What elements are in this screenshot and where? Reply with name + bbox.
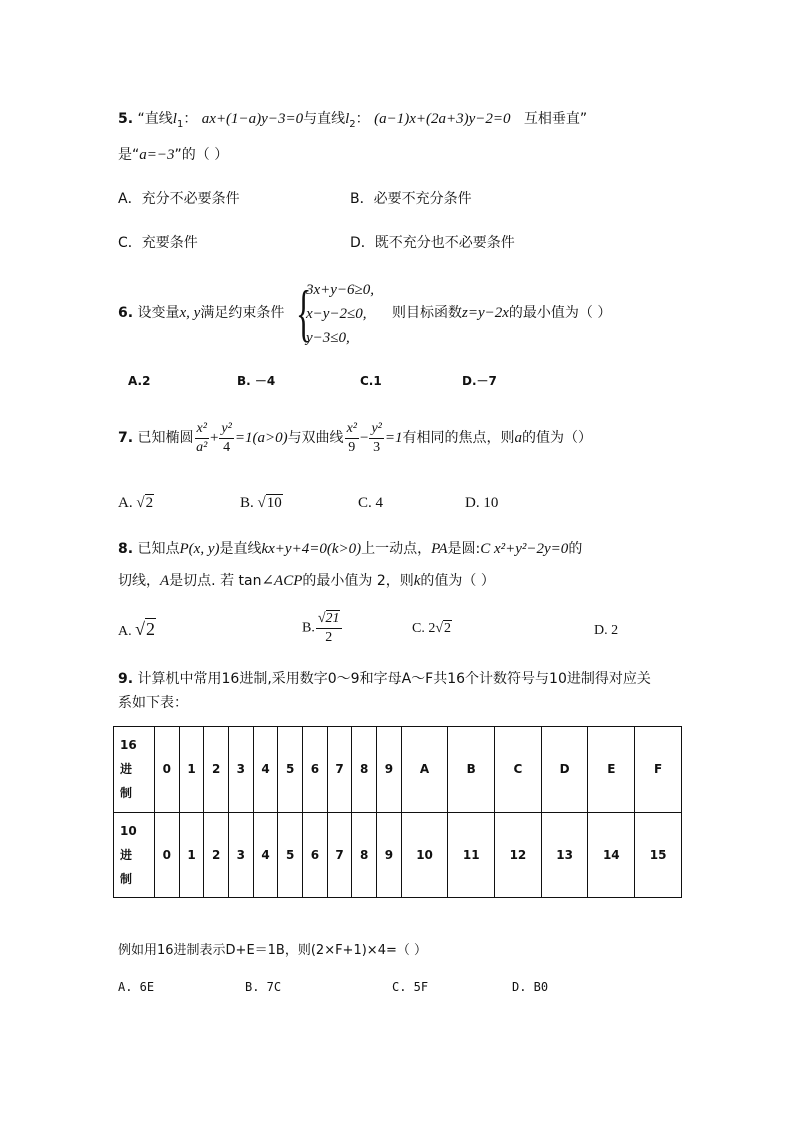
q7-var: a bbox=[514, 430, 522, 446]
q8-option-b-radicand: 21 bbox=[325, 611, 340, 626]
q5-l1: l bbox=[172, 111, 177, 127]
table-cell: 0 bbox=[155, 727, 180, 813]
q8-option-b-label: B. bbox=[302, 620, 315, 636]
row-head-hex-2: 进 bbox=[120, 762, 133, 777]
q7-h-num2: y² bbox=[369, 420, 383, 439]
q6-constraint-2: x−y−2≤0, bbox=[306, 306, 367, 322]
q6-number: 6. bbox=[118, 305, 134, 321]
q6-brace: { bbox=[296, 277, 312, 348]
q9-option-c: C. 5F bbox=[392, 980, 429, 994]
q8-stem5: 的 bbox=[568, 541, 583, 557]
q8-line-eq: kx+y+4=0(k>0) bbox=[261, 541, 362, 557]
q5-line1 bbox=[118, 108, 587, 136]
table-cell: 2 bbox=[204, 727, 229, 813]
q7-hyper-frac1 bbox=[345, 420, 359, 457]
row-head-hex-3: 制 bbox=[120, 786, 133, 801]
q7-mid: 与双曲线 bbox=[287, 430, 344, 446]
table-cell: 1 bbox=[179, 727, 204, 813]
q8-option-c-label: C. 2 bbox=[412, 621, 436, 636]
q7-option-c: C. 4 bbox=[358, 495, 384, 511]
q8-k: k bbox=[413, 573, 421, 589]
q6-line bbox=[118, 302, 284, 324]
q7-option-a-label: A. bbox=[118, 495, 133, 511]
q5-tail: 互相垂直” bbox=[523, 111, 588, 127]
table-cell: A bbox=[401, 727, 448, 813]
q9-option-b: B. 7C bbox=[245, 980, 282, 994]
q5-line2-start: 是“ bbox=[118, 147, 140, 163]
q8-stem4: 是圆: bbox=[447, 541, 481, 557]
table-row-hex bbox=[114, 727, 682, 813]
q5-line2-tail: ”的（ ） bbox=[174, 147, 229, 163]
table-cell: 9 bbox=[377, 812, 402, 898]
q6-stem: 设变量 bbox=[137, 305, 180, 321]
q9-example: 例如用16进制表示D+E＝1B，则(2×F+1)×4=（ ） bbox=[118, 943, 427, 958]
q5-mid: 与直线 bbox=[303, 111, 346, 127]
q8-line2 bbox=[118, 570, 495, 592]
q7-h-den1: 9 bbox=[348, 439, 356, 455]
q8-option-b-den: 2 bbox=[325, 630, 333, 645]
q8-angle: ∠ACP bbox=[261, 573, 303, 589]
row-head-dec-2: 进 bbox=[120, 847, 133, 862]
table-cell: 15 bbox=[635, 812, 682, 898]
table-cell: 13 bbox=[541, 812, 588, 898]
table-cell: 5 bbox=[278, 727, 303, 813]
table-cell: 6 bbox=[303, 727, 328, 813]
q6-option-b: B. －4 bbox=[237, 374, 276, 388]
q7-h-num1: x² bbox=[345, 420, 359, 439]
q7-option-a-sqrt: √2 bbox=[136, 495, 154, 511]
table-cell: C bbox=[495, 727, 542, 813]
q7-e-num2: y² bbox=[219, 420, 233, 439]
q5-sub2: 2 bbox=[349, 118, 356, 130]
q8-pa: PA bbox=[431, 541, 448, 557]
q7-e-den2: 4 bbox=[223, 439, 231, 455]
q7-e-num1: x² bbox=[195, 420, 209, 439]
table-cell: 9 bbox=[377, 727, 402, 813]
q8-a: A bbox=[160, 573, 170, 589]
row-head-hex-1: 16 bbox=[120, 738, 137, 753]
q5-eq2: (a−1)x+(2a+3)y−2=0 bbox=[374, 111, 511, 127]
table-cell: 2 bbox=[204, 812, 229, 898]
row-head-dec-3: 制 bbox=[120, 871, 133, 886]
q6-vars: x, y bbox=[179, 305, 201, 321]
q5-line2 bbox=[118, 144, 228, 166]
q7-tail2: 的值为（） bbox=[522, 430, 592, 446]
q7-tail: 有相同的焦点，则 bbox=[402, 430, 515, 446]
q9-option-a: A. 6E bbox=[118, 980, 155, 994]
q8-line2d: 的值为（ ） bbox=[420, 573, 495, 589]
q7-number: 7. bbox=[118, 430, 134, 446]
table-cell: 11 bbox=[448, 812, 495, 898]
table-cell: 5 bbox=[278, 812, 303, 898]
q7-plus: + bbox=[209, 430, 219, 446]
q8-option-b bbox=[302, 610, 343, 647]
q9-text1: 计算机中常用16进制,采用数字0～9和字母A～F共16个计数符号与10进制得对应关 bbox=[137, 671, 651, 687]
q8-option-c-sqrt: √2 bbox=[435, 621, 452, 636]
q5-colon1: ： bbox=[183, 111, 198, 127]
q7-h-den2: 3 bbox=[373, 439, 381, 455]
q7-e-den1: a² bbox=[196, 439, 208, 455]
table-cell: 3 bbox=[229, 727, 254, 813]
table-cell: 4 bbox=[253, 727, 278, 813]
table-cell: 7 bbox=[327, 727, 352, 813]
q5-option-a: A．充分不必要条件 bbox=[118, 191, 240, 207]
q7-option-b-label: B. bbox=[240, 495, 254, 511]
row-head-dec-1: 10 bbox=[120, 823, 137, 838]
table-cell: 12 bbox=[495, 812, 542, 898]
q7-ellipse-rhs: =1(a>0) bbox=[234, 430, 288, 446]
table-cell: 1 bbox=[179, 812, 204, 898]
table-cell: 4 bbox=[253, 812, 278, 898]
q9-option-d: D. B0 bbox=[512, 980, 549, 994]
q8-stem2: 是直线 bbox=[219, 541, 262, 557]
q7-line bbox=[118, 418, 592, 458]
q5-eq1: ax+(1−a)y−3=0 bbox=[201, 111, 304, 127]
q8-option-b-num: √21 bbox=[316, 610, 342, 629]
q8-number: 8. bbox=[118, 541, 134, 557]
table-row-dec bbox=[114, 812, 682, 898]
q8-option-a-sqrt: √2 bbox=[135, 619, 156, 639]
row-head-dec bbox=[114, 812, 155, 898]
table-cell: F bbox=[635, 727, 682, 813]
q7-ellipse-frac1 bbox=[195, 420, 209, 457]
q6-line-tail bbox=[392, 302, 611, 324]
q5-l2: l bbox=[345, 111, 350, 127]
q9-number: 9. bbox=[118, 671, 134, 687]
q9-line2: 系如下表： bbox=[118, 695, 188, 711]
q5-option-d: D．既不充分也不必要条件 bbox=[350, 235, 515, 251]
q8-stem3: 上一动点， bbox=[361, 541, 432, 557]
q8-option-a-radicand: 2 bbox=[146, 619, 156, 639]
q7-option-b-radicand: 10 bbox=[266, 495, 282, 511]
q6-stem4: 的最小值为（ ） bbox=[508, 305, 612, 321]
q8-point: P(x, y) bbox=[179, 541, 220, 557]
q8-option-c bbox=[412, 618, 452, 640]
q6-target: z=y−2x bbox=[462, 305, 509, 321]
q7-option-b-sqrt: √10 bbox=[257, 495, 282, 511]
q5-condition: a=−3 bbox=[139, 147, 175, 163]
q5-colon2: ： bbox=[355, 111, 370, 127]
q5-number: 5. bbox=[118, 111, 134, 127]
q7-hyper-frac2 bbox=[369, 420, 383, 457]
q8-line2c: 的最小值为 2，则 bbox=[302, 573, 414, 589]
q8-circle-eq: C x²+y²−2y=0 bbox=[480, 541, 569, 557]
q8-line2a: 切线， bbox=[118, 573, 160, 589]
table-cell: B bbox=[448, 727, 495, 813]
table-cell: D bbox=[541, 727, 588, 813]
q5-stem: “直线 bbox=[137, 111, 173, 127]
q7-option-d: D. 10 bbox=[465, 495, 499, 511]
table-cell: 10 bbox=[401, 812, 448, 898]
q7-stem: 已知椭圆 bbox=[137, 430, 194, 446]
q8-option-c-radicand: 2 bbox=[444, 621, 452, 636]
table-cell: 8 bbox=[352, 727, 377, 813]
q6-stem2: 满足约束条件 bbox=[200, 305, 285, 321]
q6-option-a: A.2 bbox=[128, 374, 151, 388]
table-cell: 14 bbox=[588, 812, 635, 898]
q8-option-d: D. 2 bbox=[594, 623, 619, 638]
q6-stem3: 则目标函数 bbox=[392, 305, 462, 321]
q7-hyper-rhs: =1 bbox=[384, 430, 403, 446]
table-cell: 0 bbox=[155, 812, 180, 898]
q7-option-a-radicand: 2 bbox=[145, 495, 154, 511]
q6-constraint-1: 3x+y−6≥0, bbox=[306, 282, 375, 298]
q5-sub1: 1 bbox=[176, 118, 184, 130]
q7-minus: − bbox=[359, 430, 369, 446]
q7-option-b bbox=[240, 492, 283, 514]
q8-option-a bbox=[118, 618, 156, 643]
q6-option-d: D.－7 bbox=[462, 374, 497, 388]
q6-option-c: C.1 bbox=[360, 374, 382, 388]
q6-constraint-3: y−3≤0, bbox=[306, 330, 350, 346]
table-cell: 7 bbox=[327, 812, 352, 898]
q8-line1 bbox=[118, 538, 582, 560]
hex-decimal-table bbox=[113, 726, 682, 898]
q8-line2b: 是切点. 若 tan bbox=[169, 573, 262, 589]
q8-stem: 已知点 bbox=[137, 541, 180, 557]
table-cell: 6 bbox=[303, 812, 328, 898]
q7-ellipse-frac2 bbox=[219, 420, 233, 457]
table-cell: 3 bbox=[229, 812, 254, 898]
row-head-hex bbox=[114, 727, 155, 813]
q8-option-a-label: A. bbox=[118, 624, 132, 639]
table-cell: 8 bbox=[352, 812, 377, 898]
q7-option-a bbox=[118, 492, 154, 514]
table-cell: E bbox=[588, 727, 635, 813]
q8-option-b-frac bbox=[316, 610, 342, 647]
q5-option-c: C．充要条件 bbox=[118, 235, 198, 251]
q9-line1 bbox=[118, 668, 651, 690]
q5-option-b: B．必要不充分条件 bbox=[350, 191, 472, 207]
